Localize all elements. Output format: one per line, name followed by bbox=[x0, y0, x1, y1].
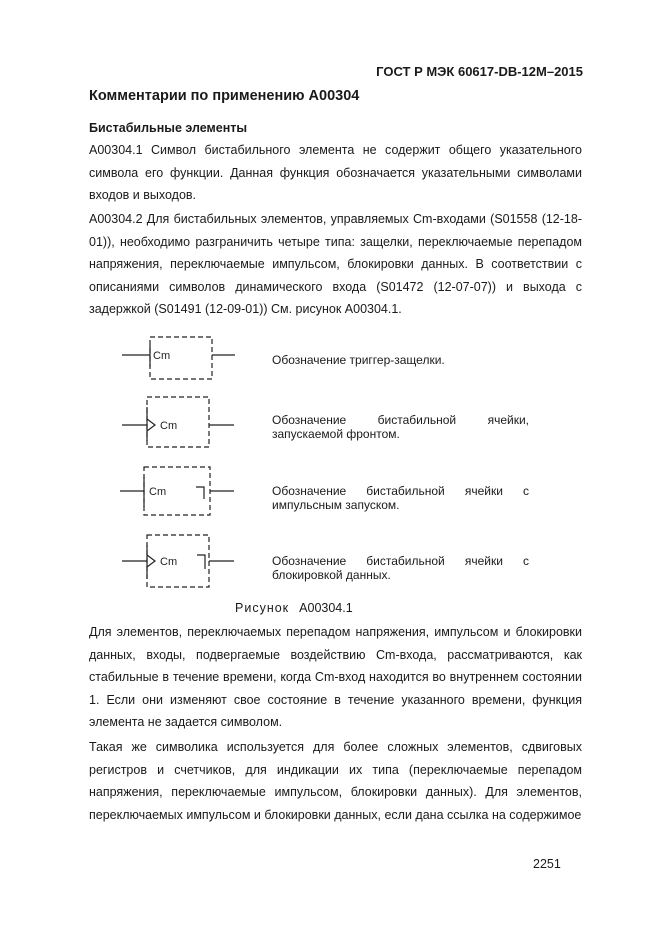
figure-caption-4: Обозначение бистабильной ячейки с блокировкой данных. bbox=[272, 554, 529, 582]
figure-caption-3: Обозначение бистабильной ячейки с импульсным запуском. bbox=[272, 484, 529, 512]
document-header: ГОСТ Р МЭК 60617-DB-12M–2015 bbox=[376, 64, 583, 79]
page-number: 2251 bbox=[533, 857, 561, 871]
section-title: Комментарии по применению A00304 bbox=[89, 88, 360, 104]
figure-title-word: Рисунок bbox=[235, 601, 290, 615]
latch-cm-label: Cm bbox=[153, 350, 171, 362]
figure-caption-2: Обозначение бистабильной ячейки, запускаемой фронтом. bbox=[272, 413, 529, 441]
pulse-cm-label: Cm bbox=[149, 486, 167, 498]
paragraph-1 bbox=[89, 139, 582, 207]
paragraph-3-text: Для элементов, переключаемых перепадом напряжения, импульсом и блокировки данных, входы, подвергаемые воздействию Cm-входа, рассматриваются, как стабильные в течение времени, когда Cm-вход находится во внутреннем состоянии 1. Если они изменяют свое состояние в течение указанного времени, функция элемента не задается символом. bbox=[89, 625, 582, 729]
paragraph-4 bbox=[89, 736, 582, 826]
edge-triggered-symbol bbox=[122, 397, 234, 447]
figure-title bbox=[235, 601, 353, 615]
latch-symbol bbox=[122, 337, 235, 379]
lockout-cm-label: Cm bbox=[160, 556, 178, 568]
paragraph-2 bbox=[89, 208, 582, 321]
edge-cm-label: Cm bbox=[160, 420, 178, 432]
pulse-triggered-symbol bbox=[120, 467, 234, 515]
paragraph-3 bbox=[89, 621, 582, 734]
data-lockout-symbol bbox=[122, 535, 234, 587]
figure-title-number: A00304.1 bbox=[299, 601, 353, 615]
paragraph-1-text: A00304.1 Символ бистабильного элемента не содержит общего указательного символа его функции. Данная функция обозначается указательными символами входов и выходов. bbox=[89, 143, 582, 202]
paragraph-2-text: A00304.2 Для бистабильных элементов, управляемых Cm-входами (S01558 (12-18-01)), необходимо разграничить четыре типа: защелки, переключаемые перепадом напряжения, переключаемые импульсом, блокировки данных. В соответствии с описаниями символов динамического входа (S01472 (12-07-07)) и выхода с задержкой (S01491 (12-09-01)) См. рисунок A00304.1. bbox=[89, 212, 582, 316]
subsection-title: Бистабильные элементы bbox=[89, 121, 248, 135]
figure-caption-1: Обозначение триггер-защелки. bbox=[272, 353, 445, 367]
paragraph-4-text: Такая же символика используется для более сложных элементов, сдвиговых регистров и счетчиков, для индикации их типа (переключаемые перепадом напряжения, переключаемые импульсом, блокировки данных). Для элементов, переключаемых импульсом и блокировки данных, если дана ссылка на содержимое bbox=[89, 740, 582, 822]
